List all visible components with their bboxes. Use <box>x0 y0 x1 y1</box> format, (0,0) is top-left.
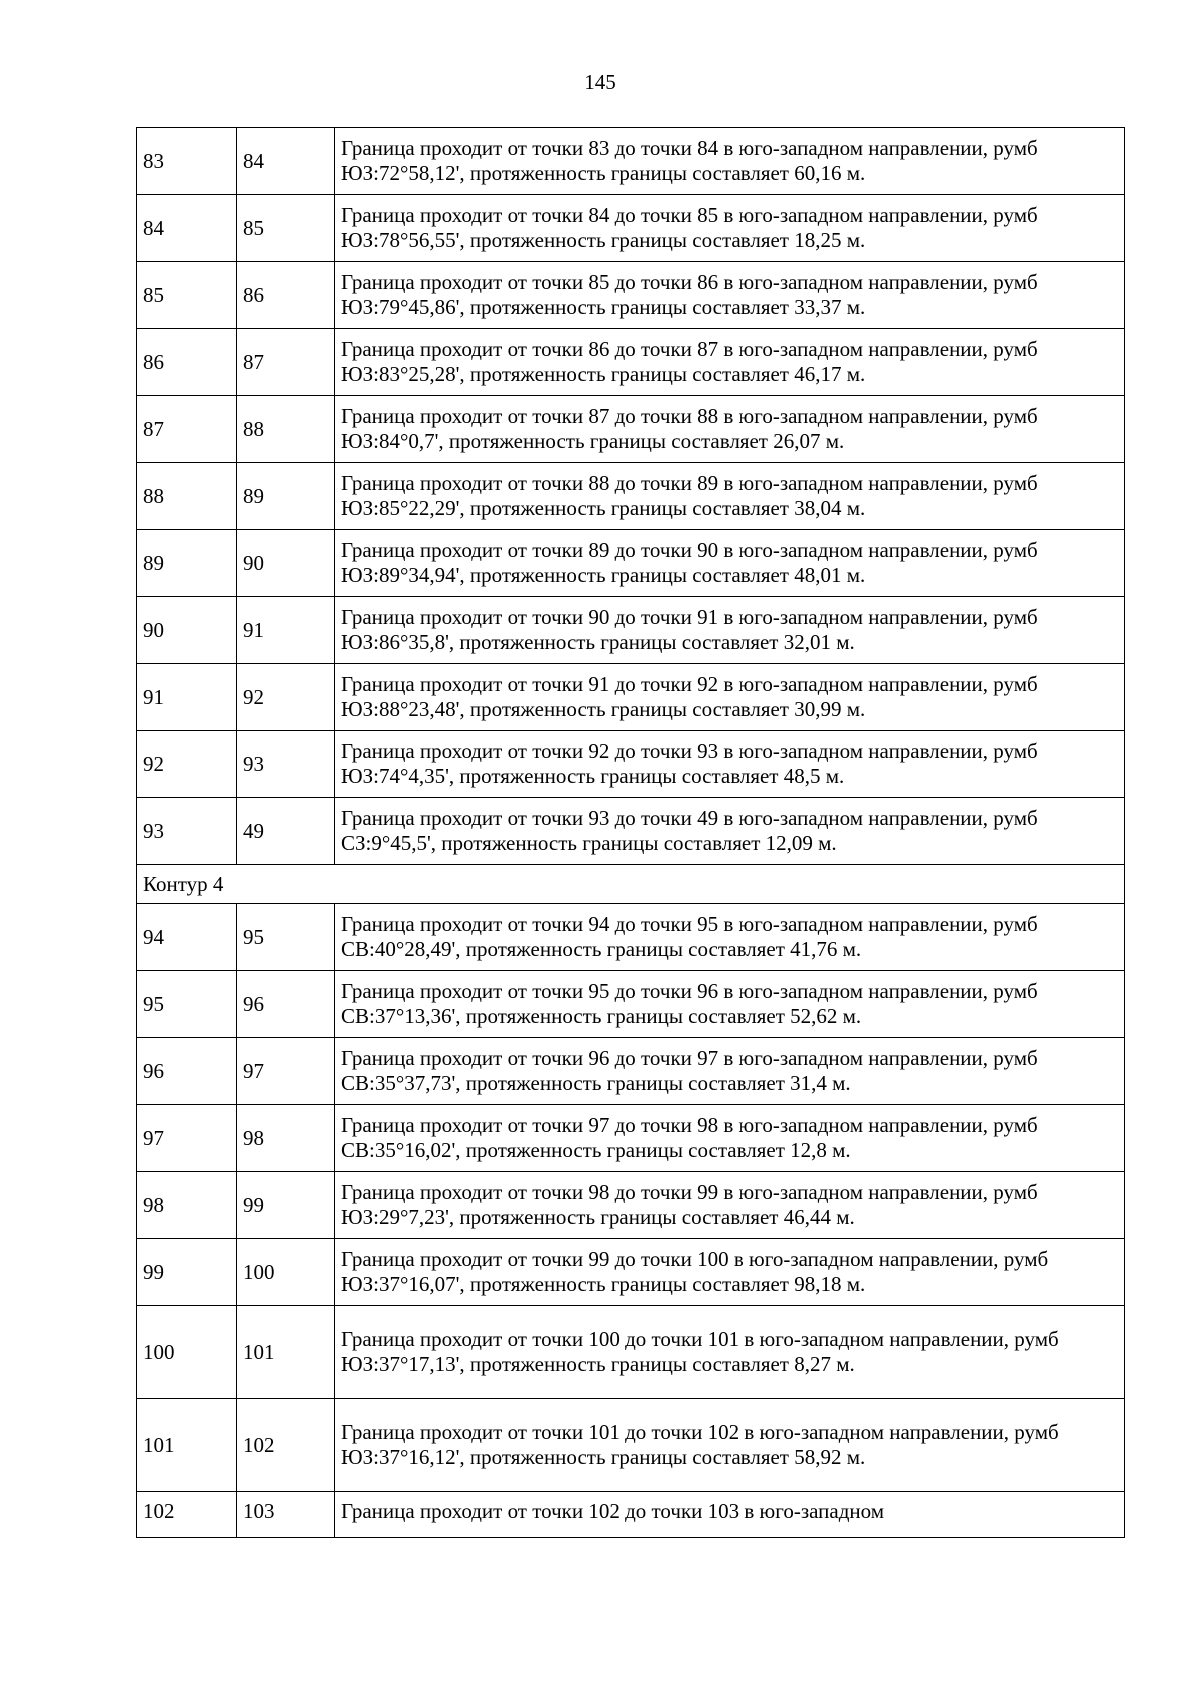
boundary-description-cell: Граница проходит от точки 95 до точки 96 в юго-западном направлении, румб СВ:37°13,36', протяженность границы составляет 52,62 м. <box>335 971 1125 1038</box>
point-to-cell: 102 <box>237 1399 335 1492</box>
section-label-cell: Контур 4 <box>137 865 1125 904</box>
point-from-cell: 92 <box>137 731 237 798</box>
boundary-description-cell: Граница проходит от точки 98 до точки 99 в юго-западном направлении, румб ЮЗ:29°7,23', протяженность границы составляет 46,44 м. <box>335 1172 1125 1239</box>
boundary-description-cell: Граница проходит от точки 88 до точки 89 в юго-западном направлении, румб ЮЗ:85°22,29', протяженность границы составляет 38,04 м. <box>335 463 1125 530</box>
table-row <box>137 1239 1125 1306</box>
boundary-description-cell: Граница проходит от точки 84 до точки 85 в юго-западном направлении, румб ЮЗ:78°56,55', протяженность границы составляет 18,25 м. <box>335 195 1125 262</box>
boundary-description-cell: Граница проходит от точки 101 до точки 102 в юго-западном направлении, румб ЮЗ:37°16,12', протяженность границы составляет 58,92 м. <box>335 1399 1125 1492</box>
point-from-cell: 90 <box>137 597 237 664</box>
point-to-cell: 84 <box>237 128 335 195</box>
boundary-description-cell: Граница проходит от точки 89 до точки 90 в юго-западном направлении, румб ЮЗ:89°34,94', протяженность границы составляет 48,01 м. <box>335 530 1125 597</box>
point-to-cell: 88 <box>237 396 335 463</box>
boundary-description-cell: Граница проходит от точки 96 до точки 97 в юго-западном направлении, румб СВ:35°37,73', протяженность границы составляет 31,4 м. <box>335 1038 1125 1105</box>
table-row <box>137 1399 1125 1492</box>
point-to-cell: 100 <box>237 1239 335 1306</box>
point-from-cell: 98 <box>137 1172 237 1239</box>
boundary-description-cell: Граница проходит от точки 90 до точки 91 в юго-западном направлении, румб ЮЗ:86°35,8', протяженность границы составляет 32,01 м. <box>335 597 1125 664</box>
point-to-cell: 99 <box>237 1172 335 1239</box>
point-from-cell: 88 <box>137 463 237 530</box>
point-to-cell: 93 <box>237 731 335 798</box>
table-row <box>137 731 1125 798</box>
table-row <box>137 904 1125 971</box>
table-row <box>137 396 1125 463</box>
page-number: 145 <box>584 70 616 94</box>
point-to-cell: 98 <box>237 1105 335 1172</box>
table-row <box>137 329 1125 396</box>
table-row <box>137 971 1125 1038</box>
point-to-cell: 90 <box>237 530 335 597</box>
table-row <box>137 798 1125 865</box>
point-to-cell: 101 <box>237 1306 335 1399</box>
point-from-cell: 85 <box>137 262 237 329</box>
table-row <box>137 128 1125 195</box>
table-row <box>137 1105 1125 1172</box>
boundary-table <box>136 127 1125 1538</box>
boundary-description-cell: Граница проходит от точки 91 до точки 92 в юго-западном направлении, румб ЮЗ:88°23,48', протяженность границы составляет 30,99 м. <box>335 664 1125 731</box>
point-from-cell: 95 <box>137 971 237 1038</box>
boundary-description-cell: Граница проходит от точки 100 до точки 101 в юго-западном направлении, румб ЮЗ:37°17,13', протяженность границы составляет 8,27 м. <box>335 1306 1125 1399</box>
table-row <box>137 1492 1125 1538</box>
point-from-cell: 94 <box>137 904 237 971</box>
boundary-description-cell: Граница проходит от точки 87 до точки 88 в юго-западном направлении, румб ЮЗ:84°0,7', протяженность границы составляет 26,07 м. <box>335 396 1125 463</box>
table-row <box>137 1172 1125 1239</box>
boundary-description-cell: Граница проходит от точки 99 до точки 100 в юго-западном направлении, румб ЮЗ:37°16,07', протяженность границы составляет 98,18 м. <box>335 1239 1125 1306</box>
point-to-cell: 85 <box>237 195 335 262</box>
point-to-cell: 91 <box>237 597 335 664</box>
point-to-cell: 86 <box>237 262 335 329</box>
boundary-description-cell: Граница проходит от точки 86 до точки 87 в юго-западном направлении, румб ЮЗ:83°25,28', протяженность границы составляет 46,17 м. <box>335 329 1125 396</box>
point-from-cell: 102 <box>137 1492 237 1538</box>
boundary-description-cell: Граница проходит от точки 102 до точки 103 в юго-западном <box>335 1492 1125 1538</box>
boundary-description-cell: Граница проходит от точки 93 до точки 49 в юго-западном направлении, румб СЗ:9°45,5', протяженность границы составляет 12,09 м. <box>335 798 1125 865</box>
point-to-cell: 95 <box>237 904 335 971</box>
boundary-description-cell: Граница проходит от точки 97 до точки 98 в юго-западном направлении, румб СВ:35°16,02', протяженность границы составляет 12,8 м. <box>335 1105 1125 1172</box>
table-row <box>137 463 1125 530</box>
point-from-cell: 86 <box>137 329 237 396</box>
point-from-cell: 97 <box>137 1105 237 1172</box>
table-row <box>137 262 1125 329</box>
table-row <box>137 530 1125 597</box>
point-from-cell: 91 <box>137 664 237 731</box>
table-row <box>137 1038 1125 1105</box>
boundary-description-cell: Граница проходит от точки 92 до точки 93 в юго-западном направлении, румб ЮЗ:74°4,35', протяженность границы составляет 48,5 м. <box>335 731 1125 798</box>
point-to-cell: 97 <box>237 1038 335 1105</box>
table-row <box>137 195 1125 262</box>
table-row <box>137 664 1125 731</box>
point-from-cell: 83 <box>137 128 237 195</box>
point-from-cell: 84 <box>137 195 237 262</box>
point-to-cell: 92 <box>237 664 335 731</box>
point-from-cell: 101 <box>137 1399 237 1492</box>
table-row <box>137 1306 1125 1399</box>
point-from-cell: 100 <box>137 1306 237 1399</box>
point-from-cell: 87 <box>137 396 237 463</box>
boundary-description-cell: Граница проходит от точки 85 до точки 86 в юго-западном направлении, румб ЮЗ:79°45,86', протяженность границы составляет 33,37 м. <box>335 262 1125 329</box>
point-to-cell: 103 <box>237 1492 335 1538</box>
point-from-cell: 96 <box>137 1038 237 1105</box>
table-body <box>137 128 1125 1538</box>
point-to-cell: 49 <box>237 798 335 865</box>
point-to-cell: 96 <box>237 971 335 1038</box>
point-from-cell: 93 <box>137 798 237 865</box>
point-to-cell: 87 <box>237 329 335 396</box>
point-to-cell: 89 <box>237 463 335 530</box>
boundary-description-cell: Граница проходит от точки 83 до точки 84 в юго-западном направлении, румб ЮЗ:72°58,12', протяженность границы составляет 60,16 м. <box>335 128 1125 195</box>
section-row <box>137 865 1125 904</box>
table-row <box>137 597 1125 664</box>
boundary-description-cell: Граница проходит от точки 94 до точки 95 в юго-западном направлении, румб СВ:40°28,49', протяженность границы составляет 41,76 м. <box>335 904 1125 971</box>
point-from-cell: 89 <box>137 530 237 597</box>
point-from-cell: 99 <box>137 1239 237 1306</box>
